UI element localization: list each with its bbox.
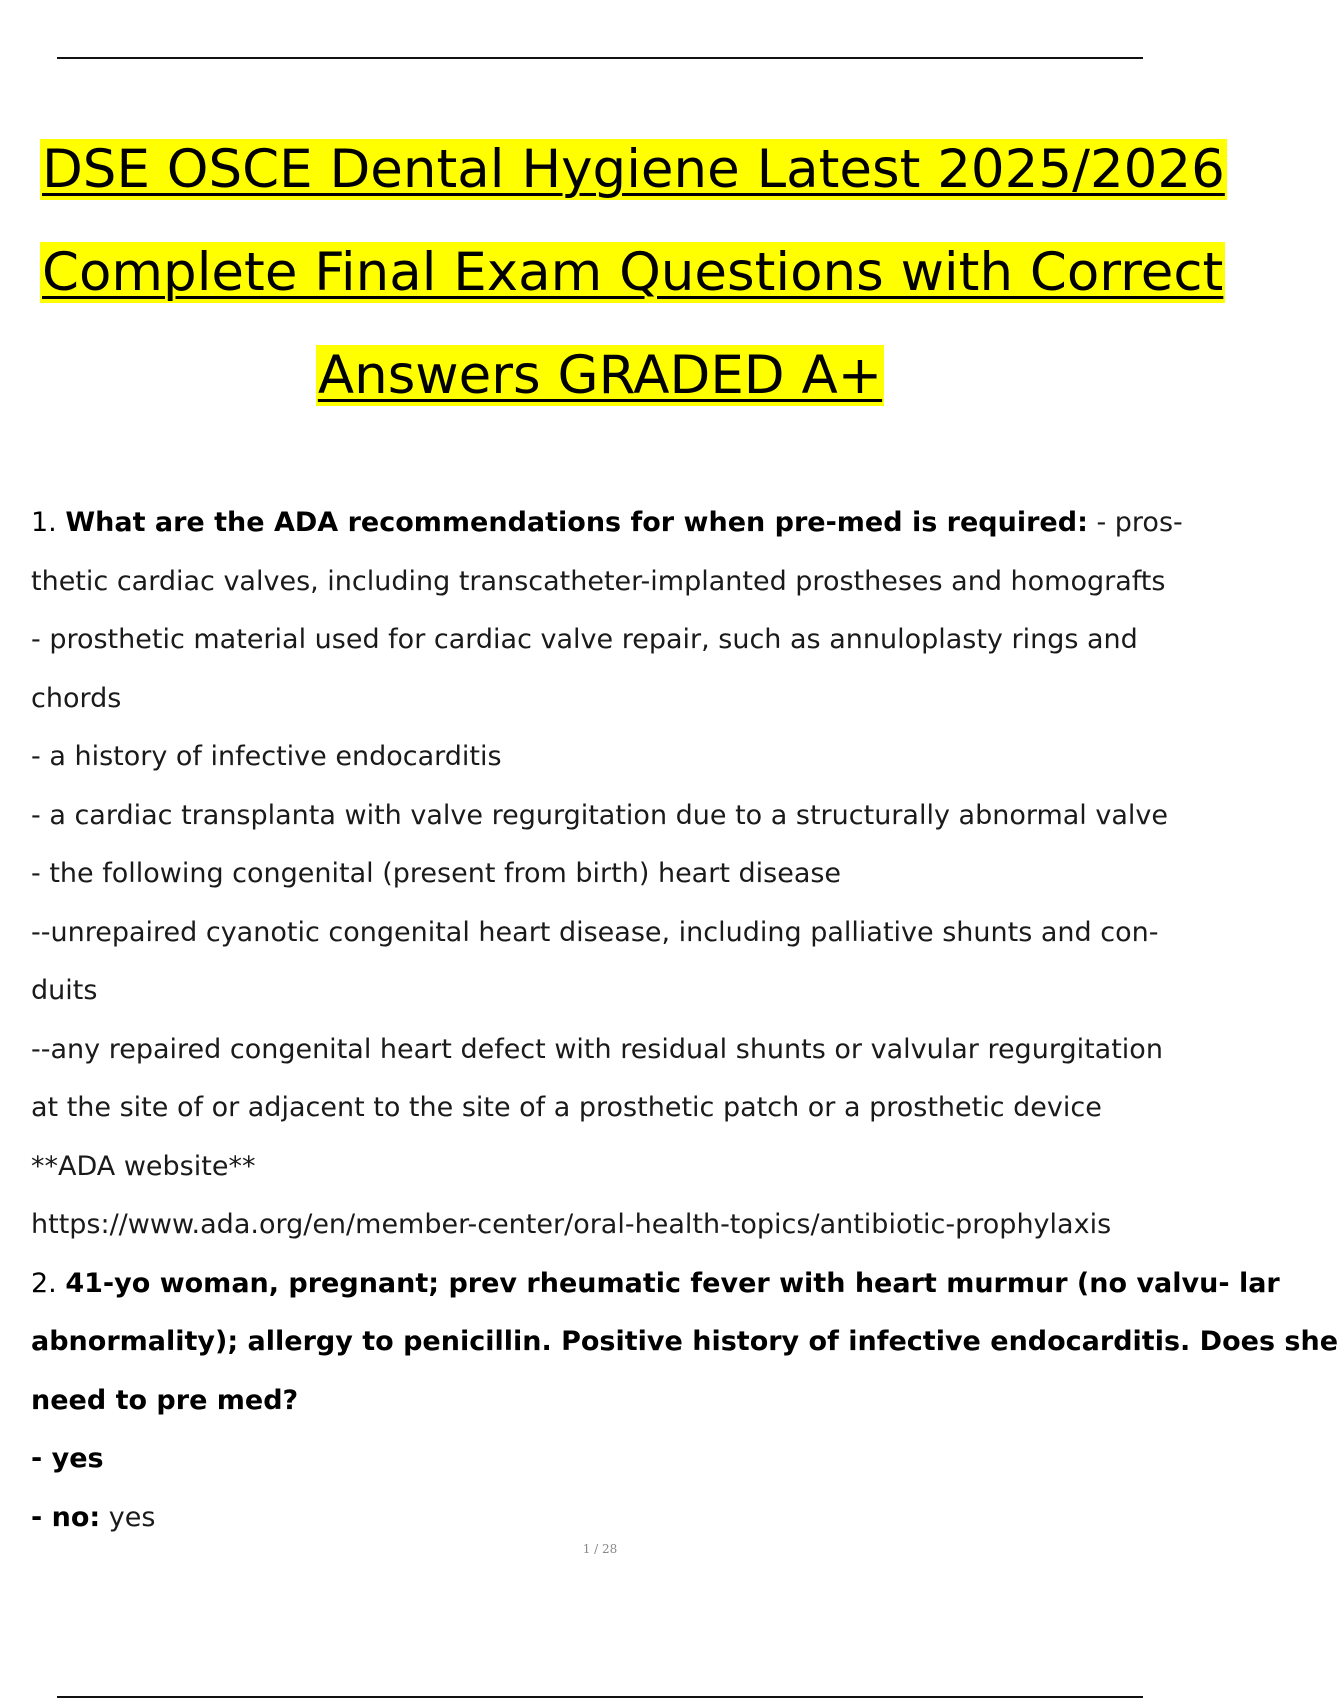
answer-line: thetic cardiac valves, including transcatheter-implanted prostheses and homografts [31,565,1166,597]
answer-line: **ADA website** [31,1150,256,1182]
reference-link: https://www.ada.org/en/member-center/oral-health-topics/antibiotic-prophylaxis [31,1209,1112,1240]
question-2-header [31,1255,1280,1314]
answer-line: - a history of infective endocarditis [31,741,502,772]
answer-text: - pros- [1087,507,1183,538]
question-number: 2. [31,1267,57,1299]
question-number: 1. [31,507,57,538]
document-body [31,494,1338,1547]
title-line-1: DSE OSCE Dental Hygiene Latest 2025/2026 [42,139,1225,200]
answer-line: - the following congenital (present from birth) heart disease [31,858,842,889]
title-line-3: Answers GRADED A+ [317,345,883,406]
answer-text: yes [100,1501,156,1533]
top-rule [57,57,1143,59]
answer-line: duits [31,975,98,1006]
question-text: What are the ADA recommendations for when pre-med is required: [65,507,1088,538]
question-text: abnormality); allergy to penicillin. Positive history of infective endocarditis. Does she [31,1326,1338,1357]
title-line-2: Complete Final Exam Questions with Correct [42,242,1224,303]
answer-line: - a cardiac transplanta with valve regurgitation due to a structurally abnormal valve [31,799,1169,831]
answer-line: - prosthetic material used for cardiac valve repair, such as annuloplasty rings and [31,624,1138,655]
option-yes: - yes [31,1443,104,1474]
answer-line: --unrepaired cyanotic congenital heart disease, including palliative shunts and con- [31,916,1159,948]
question-1-header [31,494,1200,553]
answer-line: at the site of or adjacent to the site of a prosthetic patch or a prosthetic device [31,1092,1102,1123]
page-number: 1 / 28 [582,1542,618,1556]
answer-line: chords [31,682,122,714]
document-title [40,118,1225,427]
question-text: need to pre med? [31,1384,299,1416]
option-no [31,1489,1200,1548]
option-no-label: - no: [31,1501,101,1533]
answer-line: --any repaired congenital heart defect with residual shunts or valvular regurgitation [31,1033,1163,1065]
question-text: 41-yo woman, pregnant; prev rheumatic fever with heart murmur (no valvu- lar [65,1267,1280,1299]
bottom-rule [57,1696,1143,1698]
